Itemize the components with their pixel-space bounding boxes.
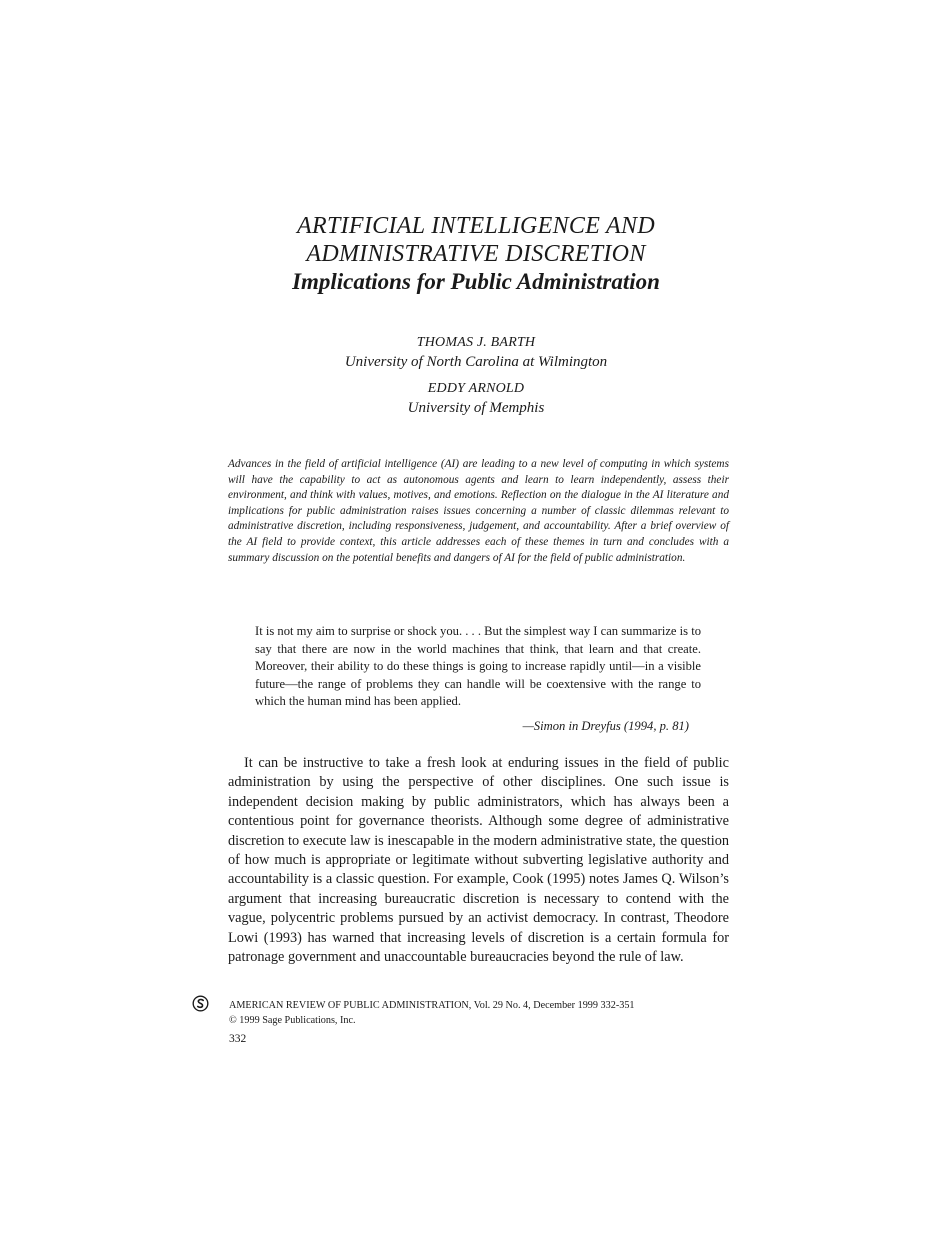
article-title-line-1: ARTIFICIAL INTELLIGENCE AND <box>297 213 655 239</box>
author-affiliation: University of North Carolina at Wilmington <box>344 353 608 370</box>
page-number: 332 <box>229 1033 247 1045</box>
author-name: EDDY ARNOLD <box>427 381 525 396</box>
journal-citation: AMERICAN REVIEW OF PUBLIC ADMINISTRATION, Vol. 29 No. 4, December 1999 332-351 <box>229 1000 635 1011</box>
epigraph-attribution: —Simon in Dreyfus (1994, p. 81) <box>522 719 689 733</box>
author-list <box>0 333 952 418</box>
author-name: THOMAS J. BARTH <box>416 335 536 350</box>
copyright-notice: © 1999 Sage Publications, Inc. <box>229 1014 356 1026</box>
article-subtitle: Implications for Public Administration <box>292 269 660 294</box>
abstract: Advances in the field of artificial intelligence (AI) are leading to a new level of computing in which systems will have the capability to act as autonomous agents and learn to learn independently, assess their environment, and think with values, motives, and emotions. Reflection on the dialogue in the AI literature and implications for public administration raises issues concerning a number of classic dilemmas relevant to administrative discretion, including responsiveness, judgement, and accountability. After a brief overview of the AI field to provide context, this article addresses each of these themes in turn and concludes with a summary discussion on the potential benefits and dangers of AI for the field of public administration. <box>228 458 729 564</box>
page-footer <box>229 999 749 1047</box>
article-title-line-2: ADMINISTRATIVE DISCRETION <box>306 241 646 267</box>
body-paragraph: It can be instructive to take a fresh look at enduring issues in the field of public administration by using the perspective of other disciplines. One such issue is independent decision making by public administrators, which has always been a contentious point for governance theorists. Although some degree of administrative discretion to execute law is inescapable in the modern administrative state, the question of how much is appropriate or legitimate without subverting legislative authority and accountability is a classic question. For example, Cook (1995) notes James Q. Wilson’s argument that increasing bureaucratic discretion is necessary to contend with the vague, polycentric problems pursued by an activist democracy. In contrast, Theodore Lowi (1993) has warned that increasing levels of discretion is a certain formula for patronage government and unaccountable bureaucracies beyond the rule of law. <box>228 755 729 966</box>
author-spacer <box>0 372 952 379</box>
author-affiliation: University of Memphis <box>407 399 545 416</box>
epigraph-quote: It is not my aim to surprise or shock you. . . . But the simplest way I can summarize is to say that there are now in the world machines that think, that learn and that create. Moreover, their ability to do these things is going to increase rapidly until—in a visible future—the range of problems they can handle will be coextensive with the range to which the human mind has been applied. <box>255 624 701 709</box>
sage-publisher-logo-icon <box>192 995 209 1012</box>
article-title-block <box>0 212 952 296</box>
